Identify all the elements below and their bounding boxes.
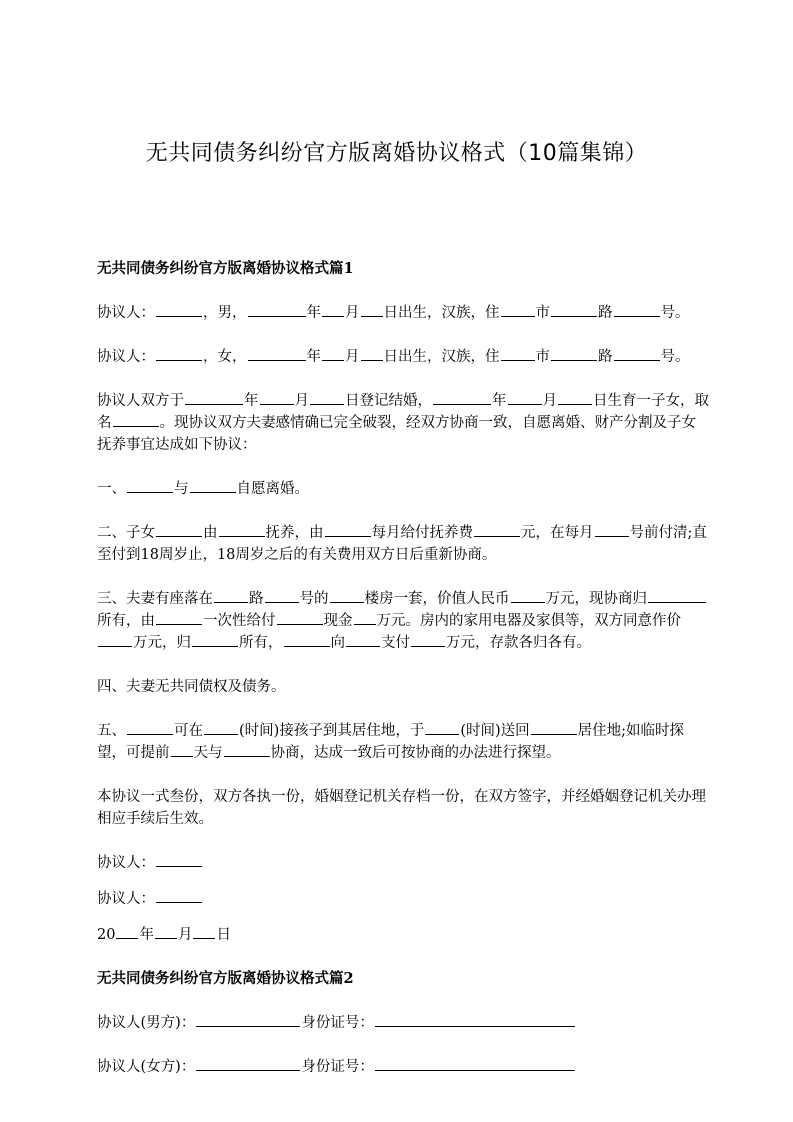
party-female-line: 协议人： ，女， 年 月 日出生，汉族，住 市 路 号。 (97, 346, 709, 368)
section-heading-2: 无共同债务纠纷官方版离婚协议格式篇2 (97, 970, 354, 987)
clause-1: 一、 与 自愿离婚。 (97, 478, 709, 500)
clause-4: 四、夫妻无共同债权及债务。 (97, 679, 286, 695)
clause-5: 五、 可在 (时间)接孩子到其居住地，于 (时间)送回 居住地;如临时探望，可提前 天与 协商，达成一致后可按协商的办法进行探望。 (97, 720, 709, 764)
clause-6: 本协议一式叁份，双方各执一份，婚姻登记机关存档一份，在双方签字，并经婚姻登记机关办理相应手续后生效。 (97, 789, 706, 827)
marriage-paragraph: 协议人双方于 年 月 日登记结婚， 年 月 日生育一子女，取名 。现协议双方夫妻感情确已完全破裂，经双方协商一致，自愿离婚、财产分割及子女抚养事宜达成如下协议： (97, 390, 709, 456)
document-body (97, 258, 709, 1100)
date-line: 20 年 月 日 (97, 924, 709, 946)
signature-line-1: 协议人： (97, 852, 709, 874)
clause-3: 三、夫妻有座落在 路 号的 楼房一套，价值人民币 万元，现协商归所有，由 一次性给付 现金 万元。房内的家用电器及家俱等，双方同意作价万元，归 所有， 向 支付 万元，存款各归各有。 (97, 588, 709, 654)
section-heading-1: 无共同债务纠纷官方版离婚协议格式篇1 (97, 260, 354, 277)
party-male-line: 协议人： ，男， 年 月 日出生，汉族，住 市 路 号。 (97, 302, 709, 324)
document-title: 无共同债务纠纷官方版离婚协议格式（10篇集锦） (145, 141, 648, 166)
clause-2: 二、子女 由 抚养，由 每月给付抚养费 元，在每月 号前付清;直至付到18周岁止，18周岁之后的有关费用双方日后重新协商。 (97, 522, 709, 566)
male-id-line: 协议人(男方)： 身份证号： (97, 1012, 709, 1034)
signature-line-2: 协议人： (97, 888, 709, 910)
female-id-line: 协议人(女方)： 身份证号： (97, 1056, 709, 1078)
